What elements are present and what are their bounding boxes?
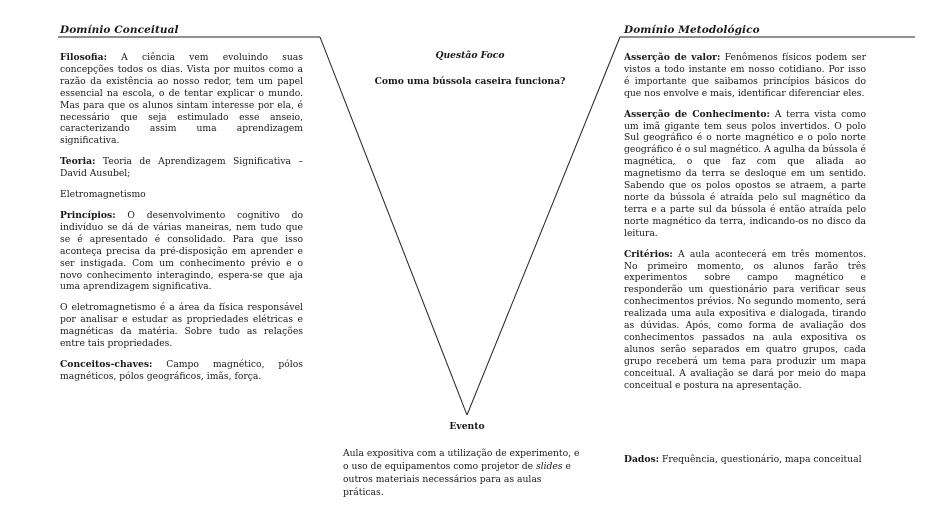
focus-question: Como uma bússola caseira funciona?	[374, 76, 566, 87]
vee-right-arm	[467, 37, 620, 415]
valor-paragraph	[624, 52, 866, 100]
event-text-part-1: Aula expositiva com a utilização de experimento, e o uso de equipamentos como projetor de	[343, 448, 580, 472]
methodological-domain-header: Domínio Metodológico	[624, 24, 760, 36]
conceptual-domain	[60, 52, 303, 392]
criterios-label: Critérios:	[624, 248, 673, 260]
conceptual-domain-header: Domínio Conceitual	[60, 24, 179, 36]
dados-label: Dados:	[624, 454, 660, 465]
teoria-paragraph	[60, 156, 303, 180]
event-text-slides: slides	[535, 461, 563, 472]
conceitos-paragraph	[60, 359, 303, 383]
principios-text: O desenvolvimento cognitivo do indivíduo se dá de várias maneiras, nem tudo que se é apresentado é consolidado. Para que isso aconteça precisa da pré-disposição em aprender e ser instigada. Com um conhecimento prévio e o novo conhecimento interagindo, espera-se que aja uma aprendizagem significativa.	[60, 209, 303, 293]
event-text-part-2: e outros materiais necessários para as aulas práticas.	[343, 461, 571, 498]
conhecimento-paragraph	[624, 109, 866, 240]
conhecimento-label: Asserção de Conhecimento:	[624, 108, 770, 120]
conhecimento-text: A terra vista como um imã gigante tem seus polos invertidos. O polo Sul geográfico é o norte magnético e o polo norte geográfico é o sul magnético. A agulha da bússola é magnética, o que faz com que aliada ao magnetismo da terra se desloque em um sentido. Sabendo que os polos opostos se atraem, a parte norte da bússola é atraída pelo sul magnético da terra e a parte sul da bússola é então atraída pelo norte magnético da terra, indicando-os no disco da leitura.	[624, 108, 866, 239]
filosofia-label: Filosofia:	[60, 52, 107, 63]
dados-text: Frequência, questionário, mapa conceitual	[659, 454, 862, 465]
principios-paragraph	[60, 210, 303, 293]
teoria-text: Teoria de Aprendizagem Significativa – David Ausubel;	[60, 156, 303, 180]
filosofia-text: A ciência vem evoluindo suas concepções todos os dias. Vista por muitos como a razão da existência ao nosso redor, tem um papel essencial na escola, o de tentar explicar o mundo. Mas para que os alunos sintam interesse por ela, é necessário que seja estimulado esse anseio, caracterizando assim uma aprendizagem significativa.	[60, 52, 303, 147]
dados-paragraph	[624, 454, 866, 466]
principios-label: Princípios:	[60, 209, 116, 221]
vee-left-arm	[320, 37, 467, 415]
event-title: Evento	[449, 421, 485, 432]
methodological-domain	[624, 52, 866, 400]
valor-label: Asserção de valor:	[624, 52, 721, 63]
conceitos-label: Conceitos-chaves:	[60, 358, 153, 370]
teoria-label: Teoria:	[60, 156, 96, 168]
criterios-paragraph	[624, 249, 866, 392]
filosofia-paragraph	[60, 52, 303, 147]
eletromagnetismo-line: Eletromagnetismo	[60, 189, 146, 201]
criterios-text: A aula acontecerá em três momentos. No primeiro momento, os alunos farão três experimentos sobre campo magnético e responderão um questionário para verificar seus conhecimentos prévios. No segundo momento, será realizada uma aula expositiva e dialogada, tirando as dúvidas. Após, como forma de avaliação dos conhecimentos passados na aula expositiva os alunos serão separados em quatro grupos, cada grupo receberá um tema para produzir um mapa conceitual. A avaliação se dará por meio do mapa conceitual e postura na apresentação.	[624, 248, 866, 391]
event-description	[343, 447, 583, 499]
conceitos-text: Campo magnético, pólos magnéticos, pólos geográficos, imãs, força.	[60, 358, 303, 382]
focus-question-title: Questão Foco	[435, 50, 505, 61]
eletromagnetismo-definition: O eletromagnetismo é a área da física responsável por analisar e estudar as propriedades elétricas e magnéticas da matéria. Sobre tudo as relações entre tais propriedades.	[60, 302, 303, 350]
valor-text: Fenômenos físicos podem ser vistos a todo instante em nosso cotidiano. Por isso é importante que saibamos princípios básicos do que nos envolve e mais, identificar diferenciar eles.	[624, 52, 866, 99]
